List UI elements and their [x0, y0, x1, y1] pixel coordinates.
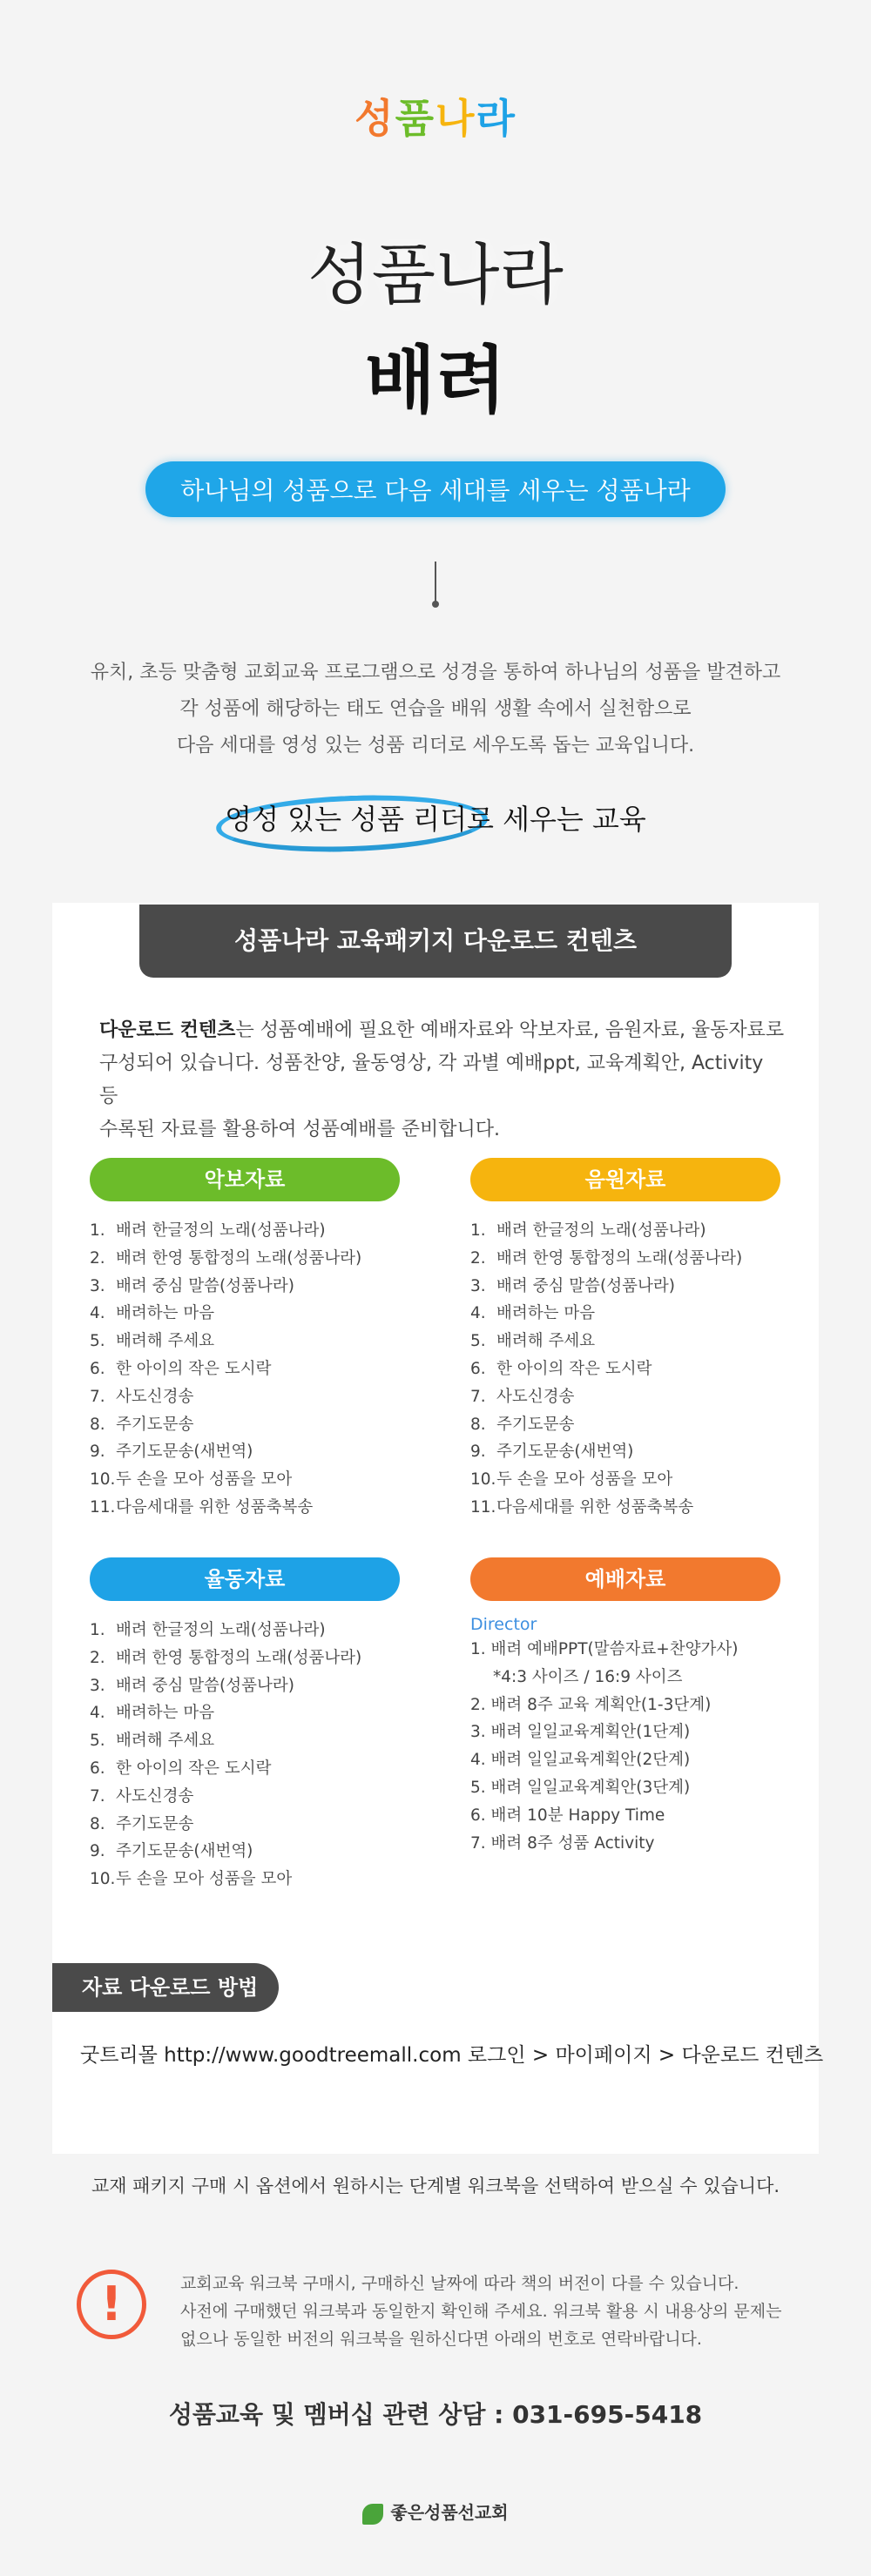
list-item: 6. 배려 10분 Happy Time — [470, 1806, 665, 1825]
footer-brand — [0, 2499, 871, 2525]
list-item: 7. 사도신경송 — [470, 1387, 575, 1406]
download-instructions: 굿트리몰 http://www.goodtreemall.com 로그인 > 마이페이지 > 다운로드 컨텐츠 — [80, 2044, 824, 2067]
dance-header: 율동자료 — [90, 1557, 400, 1601]
sheet-music-column — [90, 1158, 421, 1522]
list-item: 5. 배려해 주세요 — [90, 1732, 215, 1751]
list-item: 1. 배려 한글정의 노래(성품나라) — [90, 1221, 326, 1240]
list-item: 5. 배려해 주세요 — [90, 1332, 215, 1351]
list-item: 2. 배려 8주 교육 계획안(1-3단계) — [470, 1695, 712, 1714]
alert-line: 없으나 동일한 버전의 워크북을 원하신다면 아래의 번호로 연락바랍니다. — [180, 2330, 702, 2349]
alert-icon: ! — [77, 2270, 146, 2339]
desc-line: 구성되어 있습니다. 성품찬양, 율동영상, 각 과별 예배ppt, 교육계획안, Activity 등 — [99, 1053, 764, 1107]
list-item: 4. 배려하는 마음 — [90, 1704, 215, 1723]
slogan: 영성 있는 성품 리더로 세우는 교육 — [225, 803, 646, 836]
audio-list — [470, 1217, 801, 1522]
divider-dot — [432, 601, 439, 608]
list-item: 2. 배려 한영 통합정의 노래(성품나라) — [90, 1248, 362, 1268]
list-item: 6. 한 아이의 작은 도시락 — [90, 1359, 272, 1378]
list-item: 4. 배려하는 마음 — [90, 1304, 215, 1323]
list-item: 9. 주기도문송(새번역) — [90, 1443, 253, 1462]
alert-line: 사전에 구매했던 워크북과 동일한지 확인해 주세요. 워크북 활용 시 내용상의 문제는 — [180, 2302, 782, 2321]
tagline-pill: 하나님의 성품으로 다음 세대를 세우는 성품나라 — [145, 461, 725, 517]
list-item: 7. 사도신경송 — [90, 1387, 194, 1406]
director-label: Director — [470, 1615, 537, 1634]
dance-list — [90, 1617, 421, 1893]
content-panel — [52, 903, 824, 2154]
list-item: 4. 배려 일일교육계획안(2단계) — [470, 1751, 691, 1770]
alert-text — [180, 2270, 781, 2353]
list-item: 3. 배려 일일교육계획안(1단계) — [470, 1723, 691, 1742]
list-item: 10.두 손을 모아 성품을 모아 — [90, 1470, 293, 1490]
leaf-logo-icon — [362, 2504, 383, 2525]
desc-bold: 다운로드 컨텐츠 — [99, 1019, 236, 1041]
hero-title: 성품나라 — [307, 236, 564, 313]
list-item: 3. 배려 중심 말씀(성품나라) — [90, 1676, 294, 1695]
worship-list — [470, 1636, 801, 1857]
list-item: 8. 주기도문송 — [90, 1415, 194, 1434]
list-item: 8. 주기도문송 — [470, 1415, 575, 1434]
intro-line: 다음 세대를 영성 있는 성품 리더로 세우도록 돕는 교육입니다. — [176, 735, 695, 757]
panel-header: 성품나라 교육패키지 다운로드 컨텐츠 — [139, 905, 732, 978]
list-item: 3. 배려 중심 말씀(성품나라) — [90, 1276, 294, 1295]
worship-header: 예배자료 — [470, 1557, 780, 1601]
panel-description — [99, 1014, 787, 1147]
intro-text — [0, 655, 871, 764]
alert-line: 교회교육 워크북 구매시, 구매하신 날짜에 따라 책의 버전이 다를 수 있습니다. — [180, 2274, 739, 2293]
list-item: 11.다음세대를 위한 성품축복송 — [470, 1497, 694, 1517]
list-item: 4. 배려하는 마음 — [470, 1304, 596, 1323]
intro-line: 각 성품에 해당하는 태도 연습을 배워 생활 속에서 실천함으로 — [179, 698, 692, 720]
desc-line: 수록된 자료를 활용하여 성품예배를 준비합니다. — [99, 1119, 501, 1140]
hero-subject: 배려 — [364, 338, 507, 423]
logo-char-3: 나 — [436, 95, 476, 142]
list-item: 5. 배려해 주세요 — [470, 1332, 596, 1351]
list-item: 5. 배려 일일교육계획안(3단계) — [470, 1778, 691, 1797]
logo-char-1: 성 — [354, 95, 395, 142]
sheet-music-header: 악보자료 — [90, 1158, 400, 1201]
list-item: 10.두 손을 모아 성품을 모아 — [470, 1470, 673, 1490]
list-item: 9. 주기도문송(새번역) — [90, 1842, 253, 1861]
divider-line — [435, 562, 436, 603]
list-item: 6. 한 아이의 작은 도시락 — [90, 1759, 272, 1778]
intro-line: 유치, 초등 맞춤형 교회교육 프로그램으로 성경을 통하여 하나님의 성품을 발견하고 — [90, 662, 781, 683]
download-method-tab: 자료 다운로드 방법 — [52, 1963, 279, 2012]
workbook-note: 교재 패키지 구매 시 옵션에서 원하시는 단계별 워크북을 선택하여 받으실 수 있습니다. — [91, 2176, 780, 2196]
list-item: 1. 배려 한글정의 노래(성품나라) — [470, 1221, 706, 1240]
desc-rest: 는 성품예배에 필요한 예배자료와 악보자료, 음원자료, 율동자료로 — [235, 1019, 785, 1041]
list-item: *4:3 사이즈 / 16:9 사이즈 — [493, 1667, 683, 1686]
dance-column — [90, 1557, 421, 1893]
footer-brand-name: 좋은성품선교회 — [390, 2502, 509, 2523]
list-item: 8. 주기도문송 — [90, 1814, 194, 1833]
logo-char-2: 품 — [395, 95, 436, 142]
list-item: 7. 사도신경송 — [90, 1786, 194, 1806]
list-item: 3. 배려 중심 말씀(성품나라) — [470, 1276, 675, 1295]
worship-column — [470, 1557, 801, 1857]
logo-char-4: 라 — [476, 95, 517, 142]
list-item: 9. 주기도문송(새번역) — [470, 1443, 634, 1462]
list-item: 11.다음세대를 위한 성품축복송 — [90, 1497, 314, 1517]
list-item: 10.두 손을 모아 성품을 모아 — [90, 1870, 293, 1889]
sheet-music-list — [90, 1217, 421, 1522]
audio-column — [470, 1158, 801, 1522]
list-item: 7. 배려 8주 성품 Activity — [470, 1833, 655, 1853]
list-item: 1. 배려 예배PPT(말씀자료+찬양가사) — [470, 1640, 739, 1658]
audio-header: 음원자료 — [470, 1158, 780, 1201]
tagline-wrap — [0, 461, 871, 517]
brand-logo — [0, 87, 871, 145]
list-item: 6. 한 아이의 작은 도시락 — [470, 1359, 652, 1378]
list-item: 2. 배려 한영 통합정의 노래(성품나라) — [470, 1248, 743, 1268]
list-item: 1. 배려 한글정의 노래(성품나라) — [90, 1621, 326, 1639]
contact-info: 성품교육 및 멤버십 관련 상담 : 031-695-5418 — [168, 2400, 703, 2429]
list-item: 2. 배려 한영 통합정의 노래(성품나라) — [90, 1648, 362, 1667]
